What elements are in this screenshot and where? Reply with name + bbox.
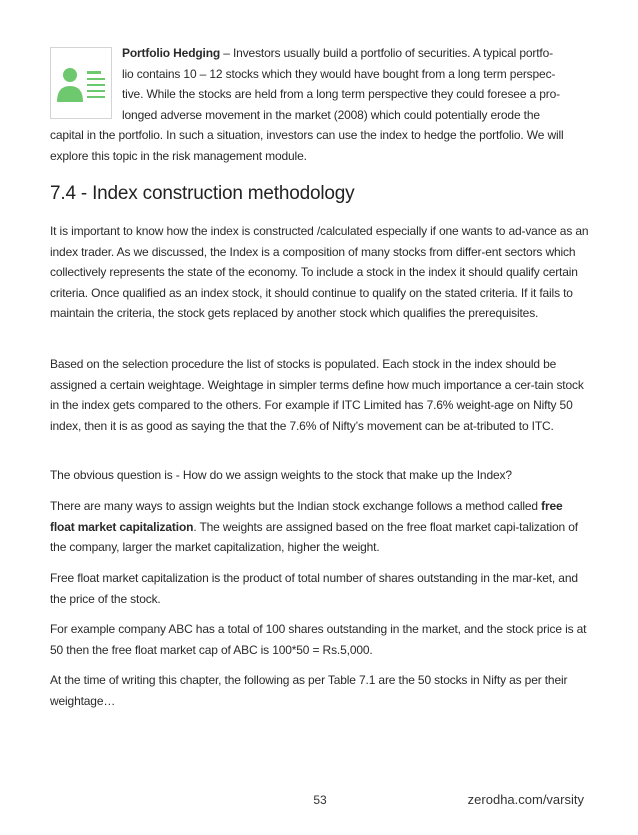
paragraph-free-float	[50, 496, 590, 558]
free-float-term: free float market capitalization	[50, 499, 563, 534]
portfolio-hedging-note	[50, 43, 590, 166]
note-line-1: – Investors usually build a portfolio of securities. A typical portfo-	[220, 46, 553, 60]
paragraph-index-construction: It is important to know how the index is constructed /calculated especially if one wants to ad-vance as an index trader. As we discussed, the Index is a composition of many stocks from differ-ent sectors which collectively represents the state of the economy. To include a stock in the index it should qualify certain criteria. Once qualified as an index stock, it should continue to qualify on the stated criteria. If it fails to maintain the criteria, the stock gets replaced by another stock which qualifies the prerequisites.	[50, 224, 589, 320]
paragraph-example: For example company ABC has a total of 100 shares outstanding in the market, and the stock price is at 50 then the free float market cap of ABC is 100*50 = Rs.5,000.	[50, 622, 587, 657]
paragraph-definition: Free float market capitalization is the product of total number of shares outstanding in the mar-ket, and the price of the stock.	[50, 571, 578, 606]
section-heading: 7.4 - Index construction methodology	[50, 183, 355, 204]
paragraph-table-intro: At the time of writing this chapter, the following as per Table 7.1 are the 50 stocks in Nifty as per their weightage…	[50, 673, 568, 708]
paragraph-weightage: Based on the selection procedure the list of stocks is populated. Each stock in the index should be assigned a certain weightage. Weightage in simpler terms define how much importance a cer-tain stock in the index gets compared to the others. For example if ITC Limited has 7.6% weight-age on Nifty 50 index, then it is as good as saying the that the 7.6% of Nifty’s movement can be at-tributed to ITC.	[50, 357, 584, 433]
note-rest: capital in the portfolio. In such a situation, investors can use the index to hedge the portfolio. We will explore this topic in the risk management module.	[50, 128, 564, 163]
note-line-4: longed adverse movement in the market (2008) which could potentially erode the	[122, 107, 540, 122]
note-term: Portfolio Hedging	[122, 46, 221, 60]
paragraph-question: The obvious question is - How do we assign weights to the stock that make up the Index?	[50, 468, 512, 482]
free-float-pre: There are many ways to assign weights but the Indian stock exchange follows a method called	[50, 499, 542, 513]
note-line-2: lio contains 10 – 12 stocks which they would have bought from a long term perspec-	[122, 66, 556, 81]
free-float-post: . The weights are assigned based on the free float market capi-talization of the company, larger the market capitalization, higher the weight.	[50, 519, 578, 554]
footer-site-link[interactable]: zerodha.com/varsity	[467, 792, 584, 807]
note-indented-lines	[50, 43, 590, 125]
note-line-3: tive. While the stocks are held from a long term perspective they could foresee a pro-	[122, 87, 560, 101]
page-number: 53	[313, 793, 327, 807]
